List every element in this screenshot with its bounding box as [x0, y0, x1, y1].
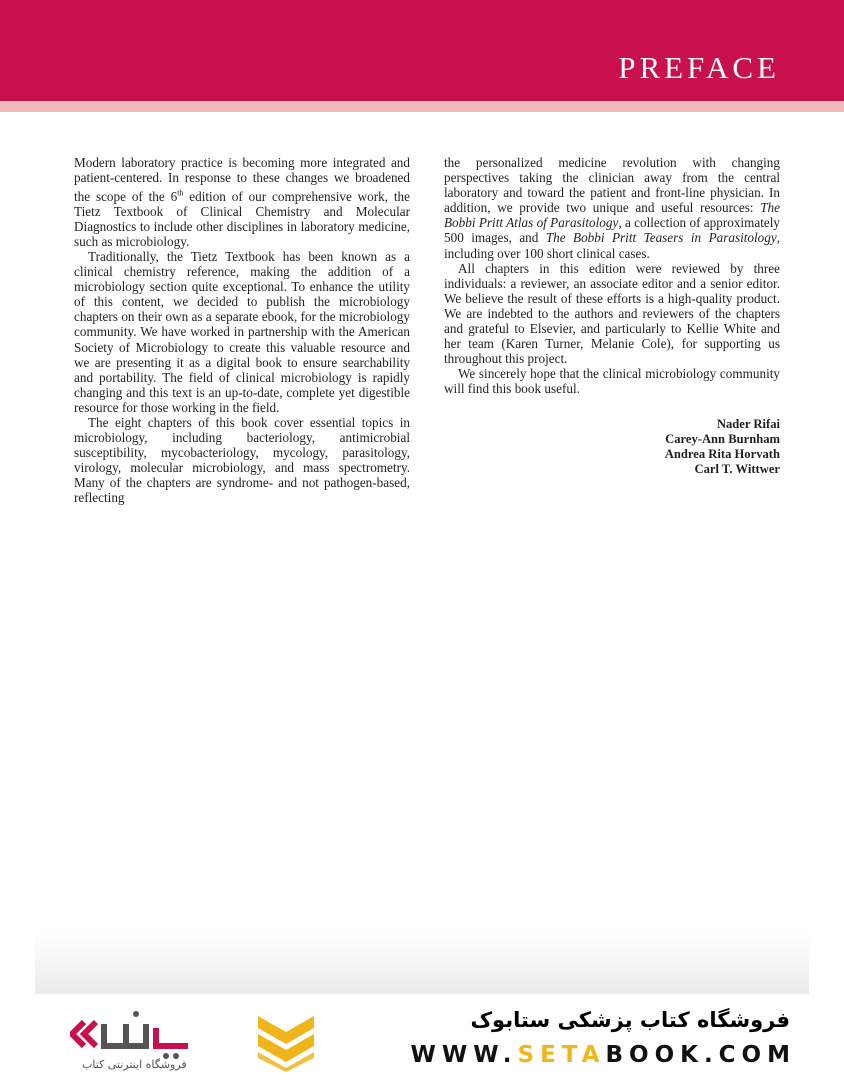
- header-stripe: [0, 101, 844, 112]
- paragraph-4: [444, 155, 780, 261]
- paragraph-3: The eight chapters of this book cover essential topics in microbiology, including bacteriology, antimicrobial susceptibility, mycobacteriology, mycology, parasitology, virology, molecular microbiology, and mass spectrometry. Many of the chapters are syndrome- and not pathogen-based, reflecting: [74, 414, 410, 506]
- signature-name: Nader Rifai: [716, 416, 780, 431]
- site-url-link[interactable]: [411, 1042, 796, 1068]
- paragraph-1: [74, 155, 410, 249]
- url-suffix: BOOK.COM: [605, 1042, 796, 1068]
- preface-body: [74, 155, 780, 506]
- ordinal-suffix: th: [177, 188, 184, 198]
- atlas-title: The Bobbi Pritt Atlas of Parasitology: [444, 200, 780, 231]
- paragraph-2: Traditionally, the Tietz Textbook has been known as a clinical chemistry reference, making the addition of a microbiology section quite exceptional. To enhance the utility of this content, we decided to publish the microbiology chapters on their own as a separate ebook, for the microbiology community. We have worked in partnership with the American Society of Microbiology to create this valuable resource and we are presenting it as a digital book to ensure searchability and portability. The field of clinical microbiology is rapidly changing and this text is an up-to-date, complete yet digestible resource for those working in the field.: [74, 248, 410, 415]
- logo-subtext: فروشگاه اینترنتی کتاب: [82, 1058, 187, 1071]
- paragraph-1-text: Modern laboratory practice is becoming more integrated and patient-centered. In response to these changes we broadened the scope of the 6th edition of our comprehensive work, the Tietz Textbook of Clinical Chemistry and Molecular Diagnostics to include other disciplines in laboratory medicine, such as microbiology.: [74, 155, 411, 249]
- signature-name: Andrea Rita Horvath: [664, 446, 780, 461]
- url-accent: SETA: [517, 1042, 606, 1068]
- page-title: PREFACE: [618, 50, 780, 85]
- paragraph-6: We sincerely hope that the clinical microbiology community will find this book useful.: [444, 366, 780, 397]
- paragraph-5: All chapters in this edition were reviewed by three individuals: a reviewer, an associate editor and a senior editor. We believe the result of these efforts is a high-quality product. We are indebted to the authors and reviewers of the chapters and grateful to Elsevier, and particularly to Kellie White and her team (Karen Turner, Melanie Cole), for supporting us throughout this project.: [444, 260, 780, 367]
- right-column: [444, 155, 780, 506]
- store-title: فروشگاه کتاب پزشکی ستابوک: [470, 1008, 790, 1032]
- paragraph-4-text-a: the personalized medicine revolution with changing perspectives taking the clinician away from the central laboratory and toward the patient and front-line physician. In addition, we provide two unique and useful resources:: [444, 155, 780, 216]
- paragraph-4-text-b: , a collection of approximately 500 images, and: [444, 215, 780, 246]
- signature-name: Carl T. Wittwer: [694, 462, 780, 477]
- signature-block: [444, 417, 780, 478]
- paragraph-4-text-c: , including over 100 short clinical cases.: [444, 230, 780, 261]
- left-column: [74, 155, 410, 506]
- teasers-title: The Bobbi Pritt Teasers in Parasitology: [545, 230, 777, 246]
- url-prefix: WWW.: [410, 1042, 518, 1068]
- signature-name: Carey-Ann Burnham: [665, 431, 780, 446]
- page-bottom-shadow: [35, 930, 809, 994]
